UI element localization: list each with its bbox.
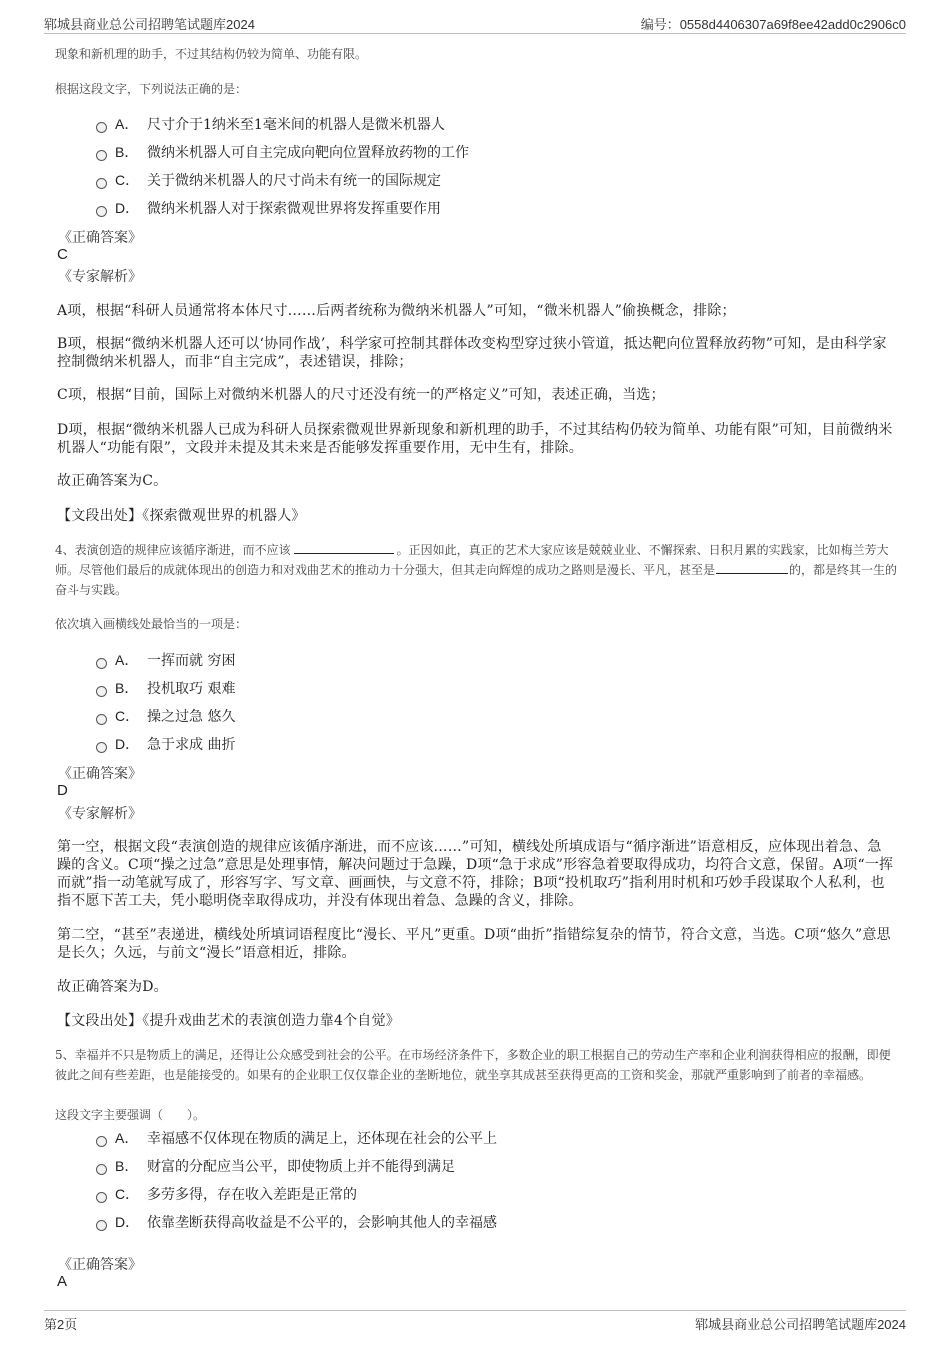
q3-stem-tail: 现象和新机理的助手，不过其结构仍较为简单、功能有限。 xyxy=(55,47,368,61)
q3-option-b[interactable]: B． 微纳米机器人可自主完成向靶向位置释放药物的工作 xyxy=(96,142,469,162)
q4-source: 【文段出处】《提升戏曲艺术的表演创造力靠4个自觉》 xyxy=(57,1013,400,1029)
q3-analysis-b: B项，根据“微纳米机器人还可以‘协同作战’，科学家可控制其群体改变构型穿过狭小管道，抵达靶向位置释放药物”可知，是由科学家控制微纳米机器人，而非“自主完成”，表述错误，排除； xyxy=(57,336,887,370)
q4-stem: 4、表演创造的规律应该循序渐进，而不应该 。正因如此，真正的艺术大家应该是兢兢业业、不懈探索、日积月累的实践家，比如梅兰芳大师。尽管他们最后的成就体现出的创造力和对戏曲艺术的推动力十分强大，但其走向辉煌的成功之路则是漫长、平凡，甚至是 的，都是终其一生的奋斗与实践。 xyxy=(55,543,898,597)
q5-prompt: 这段文字主要强调（ ）。 xyxy=(55,1108,206,1122)
q4-option-d[interactable]: D． 急于求成 曲折 xyxy=(96,734,235,754)
q4-prompt: 依次填入画横线处最恰当的一项是： xyxy=(55,617,248,631)
radio-icon[interactable] xyxy=(96,714,107,725)
q4-answer-label: 《正确答案》 xyxy=(58,766,142,782)
q4-answer: D xyxy=(57,782,68,799)
q5-option-b[interactable]: B． 财富的分配应当公平，即使物质上并不能得到满足 xyxy=(96,1156,455,1176)
radio-icon[interactable] xyxy=(96,686,107,697)
q4-analysis-label: 《专家解析》 xyxy=(58,806,142,822)
q5-answer: A xyxy=(57,1273,68,1290)
q4-option-c[interactable]: C． 操之过急 悠久 xyxy=(96,706,235,726)
q3-option-d[interactable]: D． 微纳米机器人对于探索微观世界将发挥重要作用 xyxy=(96,198,441,218)
q5-answer-label: 《正确答案》 xyxy=(58,1257,142,1273)
radio-icon[interactable] xyxy=(96,206,107,217)
header-divider xyxy=(44,33,906,34)
q3-option-c[interactable]: C． 关于微纳米机器人的尺寸尚未有统一的国际规定 xyxy=(96,170,441,190)
q4-blank-1 xyxy=(294,541,394,554)
q5-option-c[interactable]: C． 多劳多得，存在收入差距是正常的 xyxy=(96,1184,357,1204)
radio-icon[interactable] xyxy=(96,1220,107,1231)
q5-option-a[interactable]: A． 幸福感不仅体现在物质的满足上，还体现在社会的公平上 xyxy=(96,1128,497,1148)
radio-icon[interactable] xyxy=(96,178,107,189)
q4-analysis-2: 第二空，“甚至”表递进，横线处所填词语程度比“漫长、平凡”更重。D项“曲折”指错综复杂的情节，符合文意，当选。C项“悠久”意思是长久；久远，与前文“漫长”语意相近，排除。 xyxy=(57,927,891,961)
q5-option-d[interactable]: D． 依靠垄断获得高收益是不公平的，会影响其他人的幸福感 xyxy=(96,1212,497,1232)
q4-blank-2 xyxy=(716,561,788,574)
radio-icon[interactable] xyxy=(96,658,107,669)
q3-prompt: 根据这段文字，下列说法正确的是： xyxy=(55,82,248,96)
radio-icon[interactable] xyxy=(96,150,107,161)
q3-conclusion: 故正确答案为C。 xyxy=(57,473,168,489)
q3-answer: C xyxy=(57,246,68,263)
q4-option-a[interactable]: A． 一挥而就 穷困 xyxy=(96,650,235,670)
q4-option-b[interactable]: B． 投机取巧 艰难 xyxy=(96,678,235,698)
q3-answer-label: 《正确答案》 xyxy=(58,230,142,246)
radio-icon[interactable] xyxy=(96,1136,107,1147)
q3-analysis-a: A项，根据“科研人员通常将本体尺寸……后两者统称为微纳米机器人”可知，“微米机器人”偷换概念，排除； xyxy=(57,303,736,319)
q3-option-a[interactable]: A． 尺寸介于1纳米至1毫米间的机器人是微米机器人 xyxy=(96,114,445,134)
q3-analysis-label: 《专家解析》 xyxy=(58,269,142,285)
q3-analysis-c: C项，根据“目前，国际上对微纳米机器人的尺寸还没有统一的严格定义”可知，表述正确，当选； xyxy=(57,387,665,403)
footer-divider xyxy=(44,1310,906,1311)
q5-stem: 5、幸福并不只是物质上的满足，还得让公众感受到社会的公平。在市场经济条件下，多数企业的职工根据自己的劳动生产率和企业利润获得相应的报酬，即便彼此之间有些差距，也是能接受的。如果有的企业职工仅仅靠企业的垄断地位，就坐享其成甚至获得更高的工资和奖金，那就严重影响到了前者的幸福感。 xyxy=(55,1048,891,1082)
radio-icon[interactable] xyxy=(96,1192,107,1203)
header-title: 郓城县商业总公司招聘笔试题库2024 xyxy=(44,17,255,32)
footer-title: 郓城县商业总公司招聘笔试题库2024 xyxy=(695,1317,906,1332)
q4-analysis-1: 第一空，根据文段“表演创造的规律应该循序渐进，而不应该……”可知，横线处所填成语与“循序渐进”语意相反，应体现出着急、急躁的含义。C项“操之过急”意思是处理事情，解决问题过于急躁，D项“急于求成”形容急着要取得成功，均符合文意，保留。A项“一挥而就”指一动笔就写成了，形容写字、写文章、画画快，与文意不符，排除；B项“投机取巧”指利用时机和巧妙手段谋取个人私利，也指不愿下苦工夫，凭小聪明侥幸取得成功，并没有体现出着急、急躁的含义，排除。 xyxy=(57,839,894,909)
radio-icon[interactable] xyxy=(96,1164,107,1175)
q3-analysis-d: D项，根据“微纳米机器人已成为科研人员探索微观世界新现象和新机理的助手，不过其结构仍较为简单、功能有限”可知，目前微纳米机器人“功能有限”，文段并未提及其未来是否能够发挥重要作用，无中生有，排除。 xyxy=(57,422,893,456)
radio-icon[interactable] xyxy=(96,122,107,133)
q3-source: 【文段出处】《探索微观世界的机器人》 xyxy=(57,508,306,524)
document-code: 编号：0558d4406307a69f8ee42add0c2906c0 xyxy=(640,17,906,32)
q4-conclusion: 故正确答案为D。 xyxy=(57,979,168,995)
page-number: 第2页 xyxy=(44,1317,78,1332)
radio-icon[interactable] xyxy=(96,742,107,753)
